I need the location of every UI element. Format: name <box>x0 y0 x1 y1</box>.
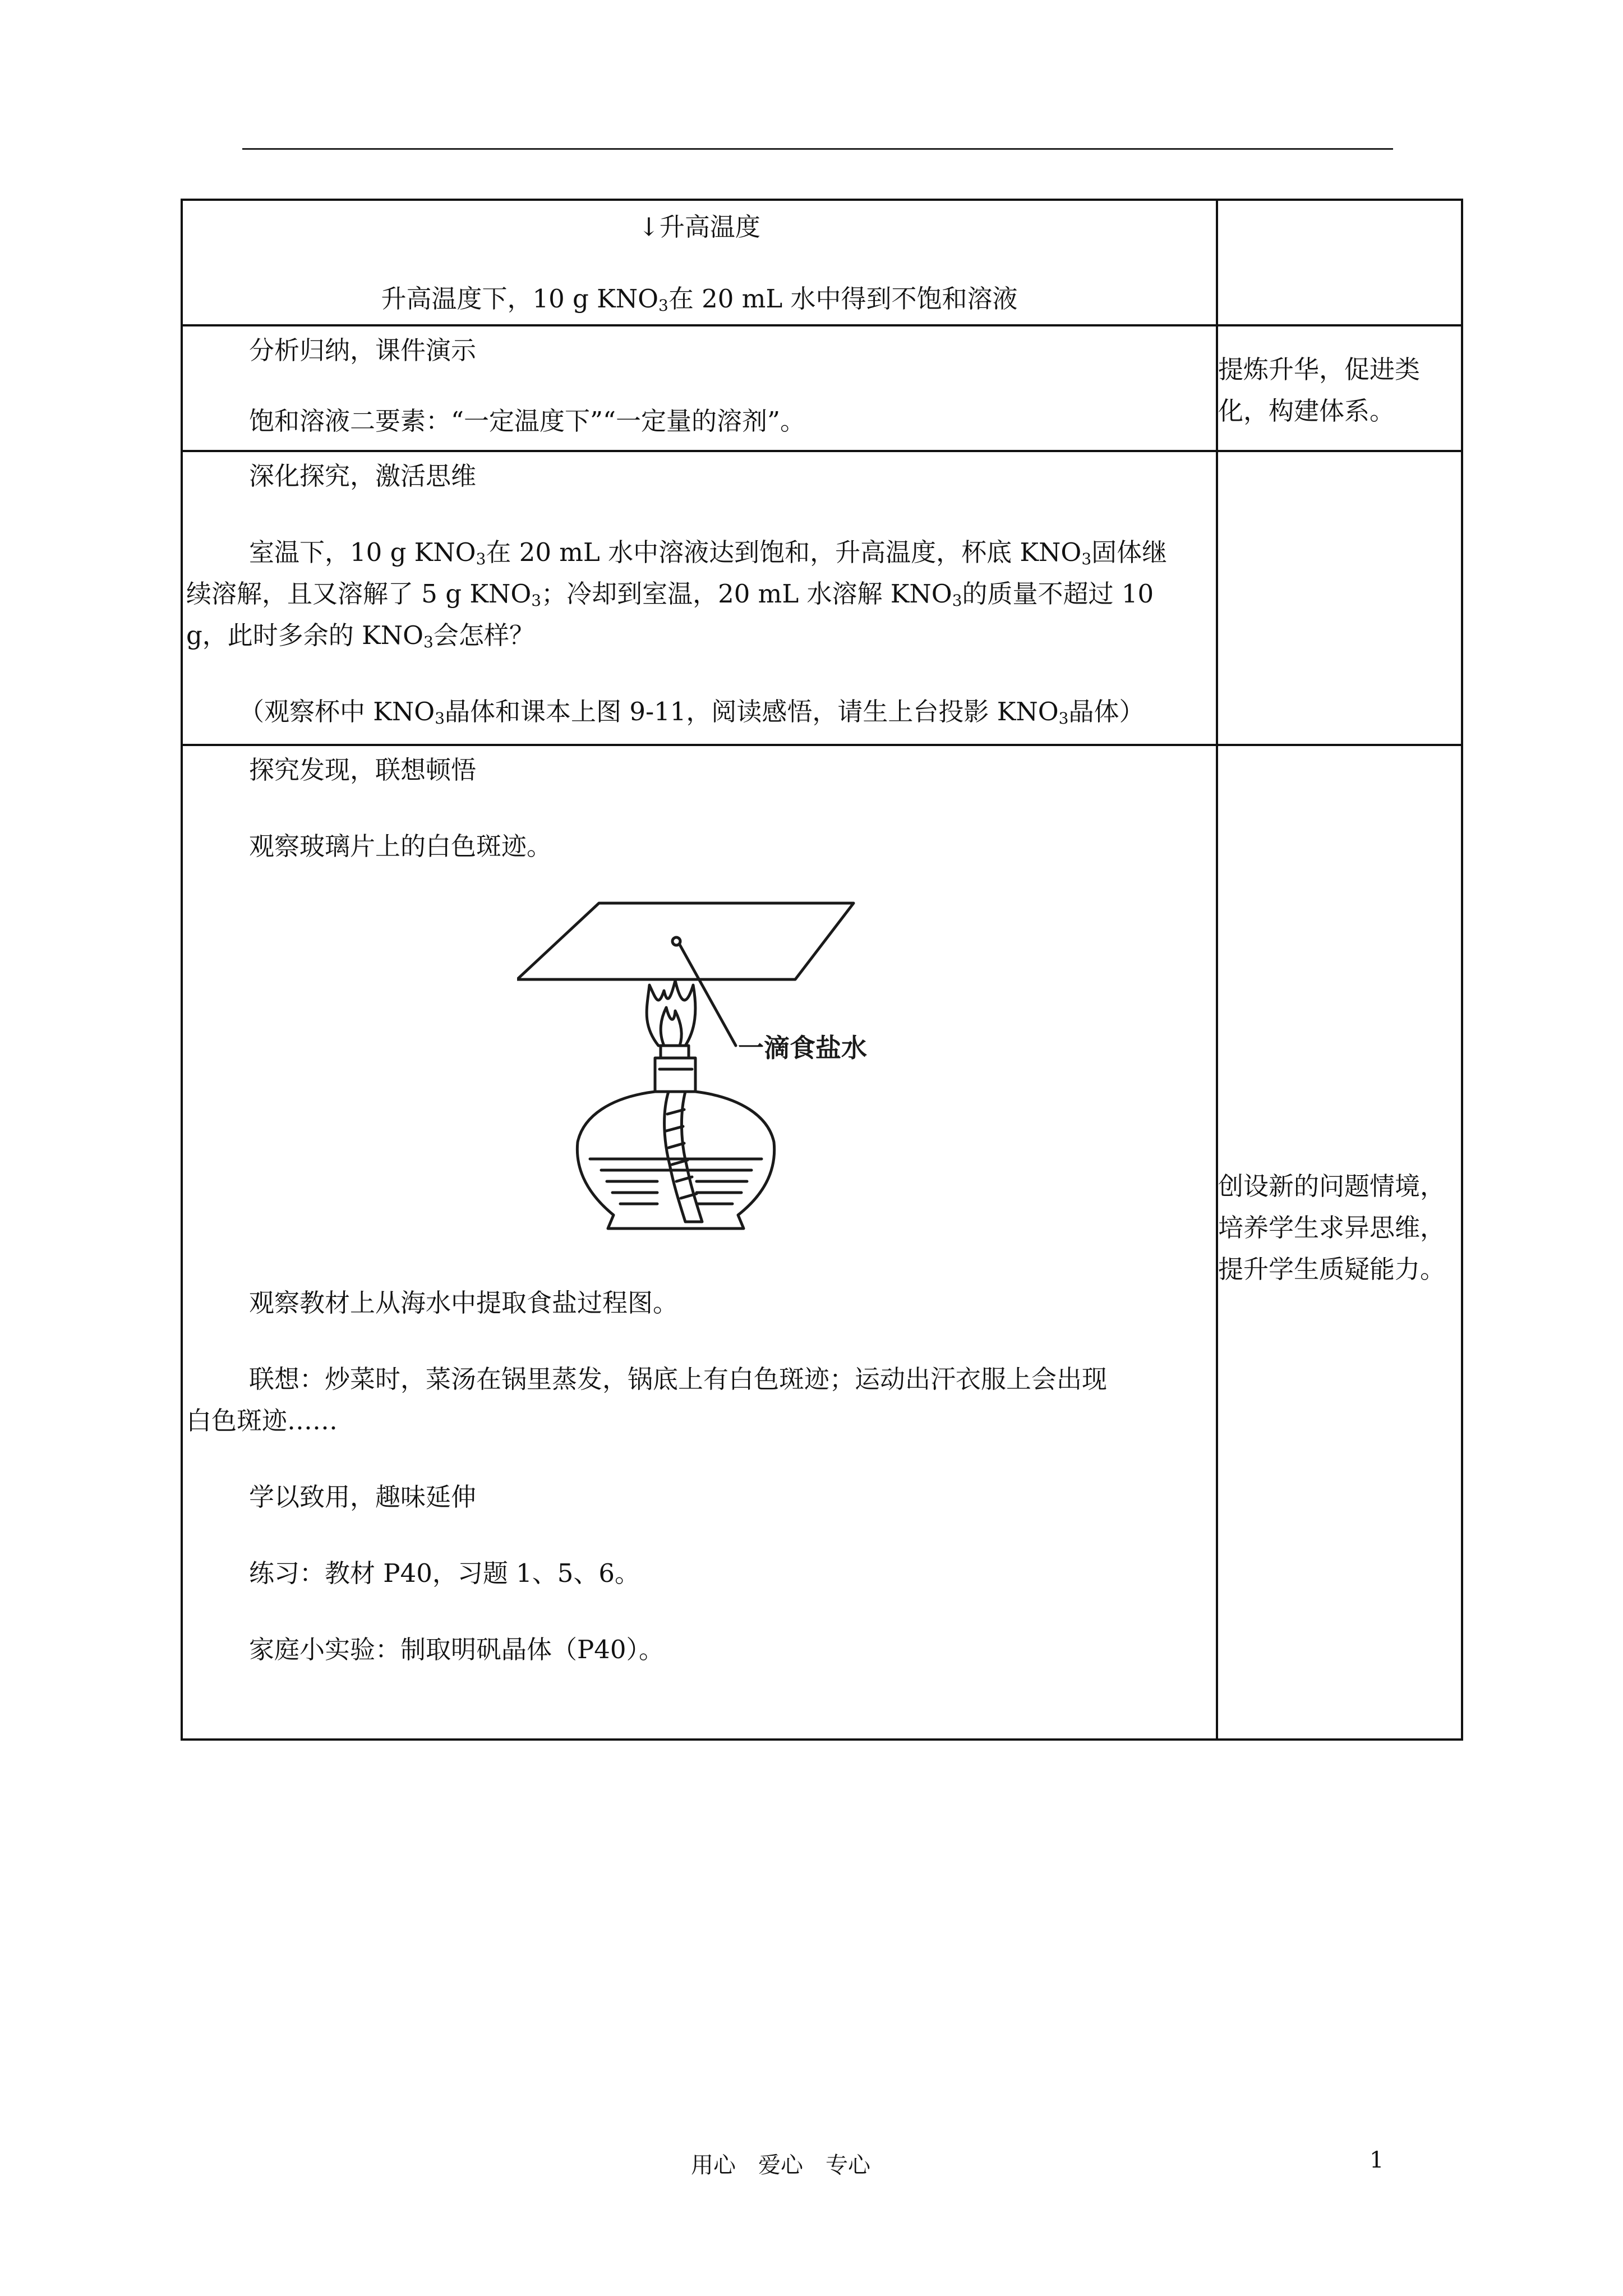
observe-glass-text: 观察玻璃片上的白色斑迹。 <box>249 831 552 861</box>
two-elements-text: 饱和溶液二要素：“一定温度下”“一定量的溶剂”。 <box>249 406 806 436</box>
lesson-plan-table <box>181 199 1463 1741</box>
figure-label: 一滴食盐水 <box>738 1033 867 1063</box>
note-line: 化，构建体系。 <box>1218 396 1395 426</box>
wick-holder <box>661 1046 689 1058</box>
main-cell <box>182 745 1217 1740</box>
section-heading: 深化探究，激活思维 <box>249 461 477 491</box>
section-heading: 分析归纳，课件演示 <box>249 335 477 365</box>
header-rule <box>242 148 1393 150</box>
main-cell <box>182 451 1217 745</box>
note-line: 提炼升华，促进类 <box>1218 355 1421 384</box>
paragraph-line: 室温下，10 g $KNO_3$在 20 mL 水中溶液达到饱和，升高温度，杯底 $KNO_3$固体继 <box>249 537 1168 568</box>
arrow-label: ↓升高温度 <box>638 212 760 242</box>
exercise-text: 练习：教材 P40，习题 1、5、6。 <box>249 1558 640 1588</box>
page-number: 1 <box>1370 2147 1384 2173</box>
section-heading: 探究发现，联想顿悟 <box>249 755 477 785</box>
main-cell <box>182 325 1217 451</box>
table-row <box>182 325 1462 451</box>
flame <box>647 981 695 1046</box>
association-line: 白色斑迹…… <box>186 1406 338 1435</box>
lamp-neck <box>655 1058 695 1092</box>
observation-line: （观察杯中 $KNO_3$晶体和课本上图 9-11，阅读感悟，请生上台投影 $KNO_3$晶体） <box>239 697 1145 728</box>
glass-plate <box>517 903 854 979</box>
association-line: 联想：炒菜时，菜汤在锅里蒸发，锅底上有白色斑迹；运动出汗衣服上会出现 <box>249 1364 1108 1394</box>
paragraph-line: 续溶解，且又溶解了 5 g $KNO_3$；冷却到室温，20 mL 水溶解 $KNO_3$的质量不超过 10 <box>186 579 1154 610</box>
note-line: 创设新的问题情境， <box>1218 1171 1446 1201</box>
alcohol-lamp-figure <box>517 901 876 1249</box>
unsaturated-result: 升高温度下，10 g $KNO_3$在 20 mL 水中得到不饱和溶液 <box>381 284 1018 315</box>
note-cell <box>1217 200 1462 325</box>
note-cell <box>1217 745 1462 1740</box>
footer-motto: 用心 爱心 专心 <box>691 2152 870 2178</box>
table-row <box>182 745 1462 1740</box>
observe-textbook-text: 观察教材上从海水中提取食盐过程图。 <box>249 1288 679 1318</box>
table-row <box>182 451 1462 745</box>
note-line: 培养学生求异思维， <box>1218 1213 1446 1243</box>
note-line: 提升学生质疑能力。 <box>1218 1254 1446 1284</box>
paragraph-line: g，此时多余的 $KNO_3$会怎样？ <box>186 620 534 651</box>
note-cell <box>1217 325 1462 451</box>
section-heading: 学以致用，趣味延伸 <box>249 1482 477 1512</box>
table-row <box>182 200 1462 325</box>
note-cell <box>1217 451 1462 745</box>
home-experiment-text: 家庭小实验：制取明矾晶体（P40）。 <box>249 1635 665 1664</box>
main-cell <box>182 200 1217 325</box>
